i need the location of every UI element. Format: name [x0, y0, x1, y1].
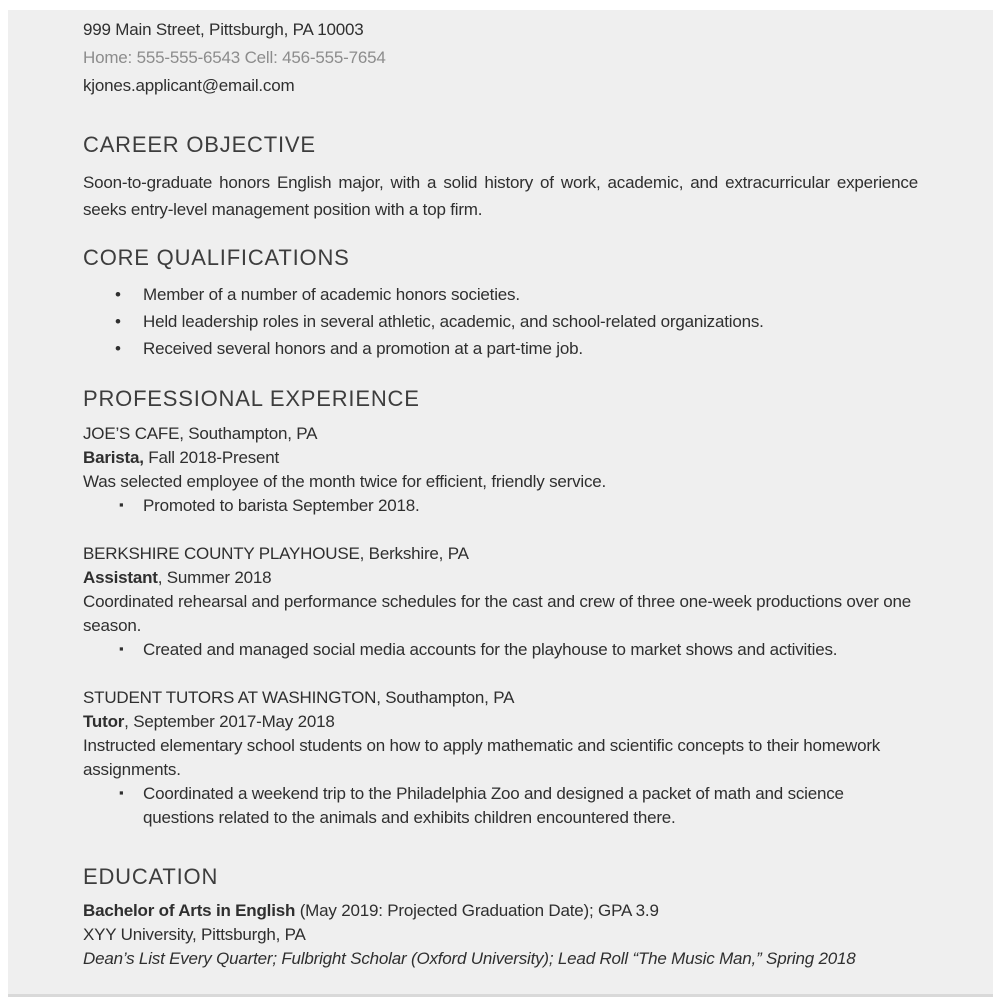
education-honors: Dean’s List Every Quarter; Fulbright Scholar (Oxford University); Lead Roll “The Music Man,” Spring 2018	[83, 949, 856, 968]
job-bullet-text: Promoted to barista September 2018.	[143, 496, 420, 515]
education-degree: Bachelor of Arts in English	[83, 901, 296, 920]
job-title: Assistant	[83, 568, 158, 587]
career-objective-text: Soon-to-graduate honors English major, with a solid history of work, academic, and extracurricular experience seeks entry-level management position with a top firm.	[83, 173, 918, 219]
list-item-text: Member of a number of academic honors societies.	[143, 285, 520, 304]
round-bullet-icon: •	[115, 285, 121, 304]
education-degree-line	[83, 899, 918, 923]
job-dates: , September 2017-May 2018	[124, 712, 335, 731]
job-title-line	[83, 566, 918, 590]
job-company: JOE’S CAFE, Southampton, PA	[83, 424, 318, 443]
list-item-text: Held leadership roles in several athletic, academic, and school-related organizations.	[143, 312, 764, 331]
job-bullet-text: Created and managed social media accounts for the playhouse to market shows and activities.	[143, 640, 838, 659]
resume-page	[8, 10, 993, 997]
list-item	[83, 335, 918, 362]
round-bullet-icon: •	[115, 312, 121, 331]
square-bullet-icon: ▪	[119, 641, 124, 656]
job-title-line	[83, 710, 918, 734]
job-bullet	[83, 494, 918, 518]
job-entry	[83, 686, 918, 830]
job-title-line	[83, 446, 918, 470]
list-item-text: Received several honors and a promotion at a part-time job.	[143, 339, 583, 358]
education-degree-detail: (May 2019: Projected Graduation Date); GPA 3.9	[295, 901, 659, 920]
list-item	[83, 281, 918, 308]
job-entry	[83, 542, 918, 662]
job-company: STUDENT TUTORS AT WASHINGTON, Southampton, PA	[83, 688, 515, 707]
education-school: XYY University, Pittsburgh, PA	[83, 925, 306, 944]
job-title: Tutor	[83, 712, 125, 731]
job-summary: Was selected employee of the month twice for efficient, friendly service.	[83, 472, 607, 491]
round-bullet-icon: •	[115, 339, 121, 358]
contact-phones: Home: 555-555-6543 Cell: 456-555-7654	[83, 48, 386, 67]
contact-block	[83, 16, 918, 100]
section-heading-core-qualifications: CORE QUALIFICATIONS	[83, 245, 350, 270]
job-dates: , Summer 2018	[157, 568, 272, 587]
qualifications-list	[83, 281, 918, 362]
job-summary: Coordinated rehearsal and performance schedules for the cast and crew of three one-week productions over one season.	[83, 592, 911, 635]
job-dates: Fall 2018-Present	[143, 448, 280, 467]
job-entry	[83, 422, 918, 518]
job-title: Barista,	[83, 448, 144, 467]
job-summary: Instructed elementary school students on how to apply mathematic and scientific concepts to their homework assignments.	[83, 736, 881, 779]
square-bullet-icon: ▪	[119, 497, 124, 512]
section-heading-career-objective: CAREER OBJECTIVE	[83, 132, 316, 157]
section-heading-professional-experience: PROFESSIONAL EXPERIENCE	[83, 386, 420, 411]
square-bullet-icon: ▪	[119, 785, 124, 800]
education-entry	[83, 899, 918, 971]
contact-email: kjones.applicant@email.com	[83, 76, 295, 95]
list-item	[83, 308, 918, 335]
job-bullet	[83, 782, 918, 830]
section-heading-education: EDUCATION	[83, 864, 219, 889]
job-bullet-text: Coordinated a weekend trip to the Philadelphia Zoo and designed a packet of math and science questions related to the animals and exhibits children encountered there.	[143, 784, 844, 827]
job-bullet	[83, 638, 918, 662]
contact-address: 999 Main Street, Pittsburgh, PA 10003	[83, 20, 364, 39]
job-company: BERKSHIRE COUNTY PLAYHOUSE, Berkshire, PA	[83, 544, 469, 563]
